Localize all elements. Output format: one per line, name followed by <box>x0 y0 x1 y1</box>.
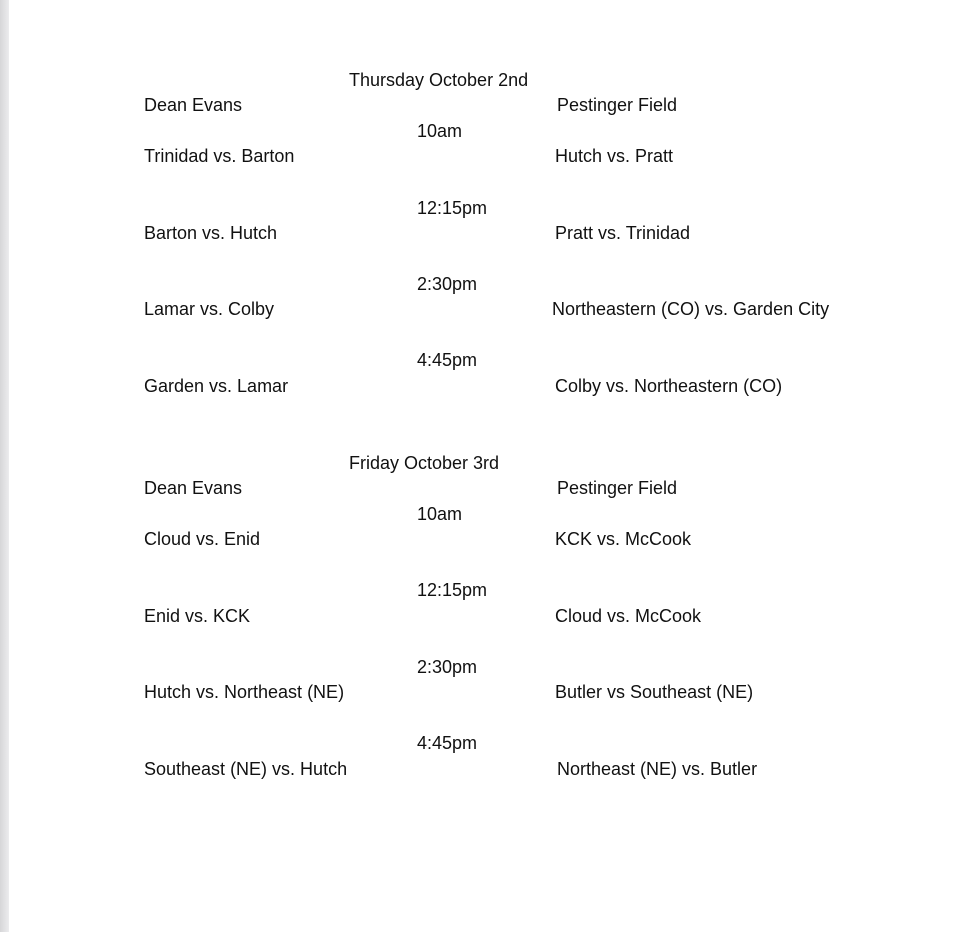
day-title-friday: Friday October 3rd <box>349 453 500 473</box>
game-right: KCK vs. McCook <box>555 529 692 549</box>
time-slot: 4:45pm <box>417 350 478 370</box>
game-right: Cloud vs. McCook <box>555 606 702 626</box>
game-left: Southeast (NE) vs. Hutch <box>144 759 348 779</box>
page-edge <box>0 0 9 932</box>
game-right: Colby vs. Northeastern (CO) <box>555 376 783 396</box>
venue-right-thursday: Pestinger Field <box>557 95 678 115</box>
game-left: Garden vs. Lamar <box>144 376 289 396</box>
venue-right-friday: Pestinger Field <box>557 478 678 498</box>
time-slot: 4:45pm <box>417 733 478 753</box>
time-slot: 2:30pm <box>417 657 478 677</box>
game-right: Pratt vs. Trinidad <box>555 223 691 243</box>
game-left: Cloud vs. Enid <box>144 529 261 549</box>
day-title-thursday: Thursday October 2nd <box>349 70 529 90</box>
time-slot: 12:15pm <box>417 198 488 218</box>
game-left: Lamar vs. Colby <box>144 299 275 319</box>
venue-left-friday: Dean Evans <box>144 478 243 498</box>
game-left: Barton vs. Hutch <box>144 223 278 243</box>
time-slot: 12:15pm <box>417 580 488 600</box>
time-slot: 10am <box>417 504 463 524</box>
game-left: Trinidad vs. Barton <box>144 146 295 166</box>
game-right: Hutch vs. Pratt <box>555 146 674 166</box>
venue-left-thursday: Dean Evans <box>144 95 243 115</box>
time-slot: 2:30pm <box>417 274 478 294</box>
game-left: Hutch vs. Northeast (NE) <box>144 682 345 702</box>
game-right: Northeast (NE) vs. Butler <box>557 759 758 779</box>
game-right: Northeastern (CO) vs. Garden City <box>552 299 830 319</box>
time-slot: 10am <box>417 121 463 141</box>
game-right: Butler vs Southeast (NE) <box>555 682 754 702</box>
game-left: Enid vs. KCK <box>144 606 251 626</box>
